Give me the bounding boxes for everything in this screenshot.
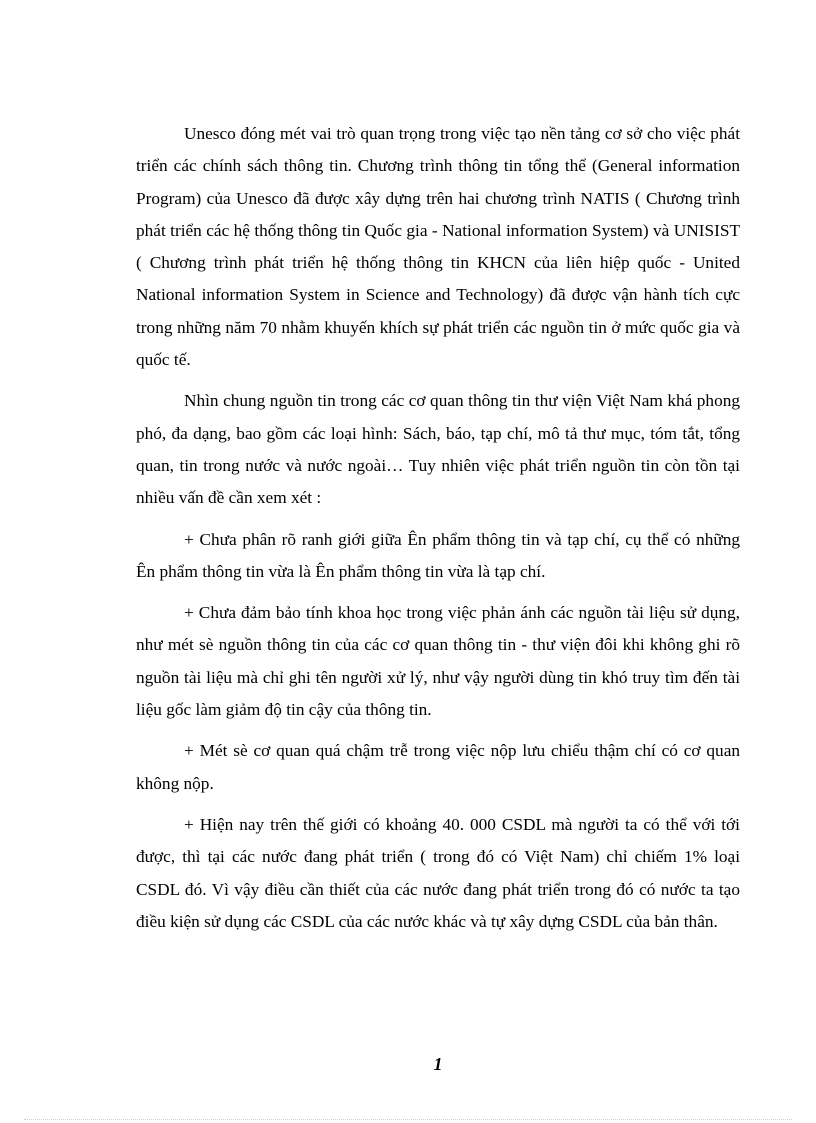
- paragraph-issue-databases: + Hiện nay trên thế giới có khoảng 40. 000 CSDL mà người ta có thể với tới được, thì tại các nước đang phát triển ( trong đó có Việt Nam) chỉ chiếm 1% loại CSDL đó. Vì vậy điều cần thiết của các nước đang phát triển trong đó có nước ta tạo điều kiện sử dụng các CSDL của các nước khác và tự xây dựng CSDL của bản thân.: [136, 814, 740, 931]
- document-body: [136, 118, 740, 938]
- paragraph-issue-citation: + Chưa đảm bảo tính khoa học trong việc phản ánh các nguồn tài liệu sử dụng, như mét sè nguồn thông tin của các cơ quan thông tin - thư viện đôi khi không ghi rõ nguồn tài liệu mà chỉ ghi tên người xử lý, như vậy người dùng tin khó truy tìm đến tài liệu gốc làm giảm độ tin cậy của thông tin.: [136, 603, 740, 720]
- page-bottom-divider: [24, 1119, 792, 1120]
- paragraph-issue-deposit: + Mét sè cơ quan quá chậm trễ trong việc nộp lưu chiểu thậm chí có cơ quan không nộp.: [136, 741, 740, 793]
- paragraph-unesco-role: Unesco đóng mét vai trò quan trọng trong việc tạo nền tảng cơ sở cho việc phát triển các chính sách thông tin. Chương trình thông tin tổng thể (General information Program) của Unesco đã được xây dựng trên hai chương trình NATIS ( Chương trình phát triển các hệ thống thông tin Quốc gia - National information System) và UNISIST ( Chương trình phát triển hệ thống thông tin KHCN của liên hiệp quốc - United National information System in Science and Technology) đã được vận hành tích cực trong những năm 70 nhằm khuyến khích sự phát triển các nguồn tin ở mức quốc gia và quốc tế.: [136, 124, 740, 370]
- page-number: 1: [433, 1054, 443, 1074]
- paragraph-vietnam-sources: Nhìn chung nguồn tin trong các cơ quan thông tin thư viện Việt Nam khá phong phó, đa dạng, bao gồm các loại hình: Sách, báo, tạp chí, mô tả thư mục, tóm tắt, tổng quan, tin trong nước và nước ngoài… Tuy nhiên việc phát triển nguồn tin còn tồn tại nhiều vấn đề cần xem xét :: [136, 391, 740, 508]
- paragraph-issue-publications: + Chưa phân rõ ranh giới giữa Ên phẩm thông tin và tạp chí, cụ thể có những Ên phẩm thông tin vừa là Ên phẩm thông tin vừa là tạp chí.: [136, 529, 740, 581]
